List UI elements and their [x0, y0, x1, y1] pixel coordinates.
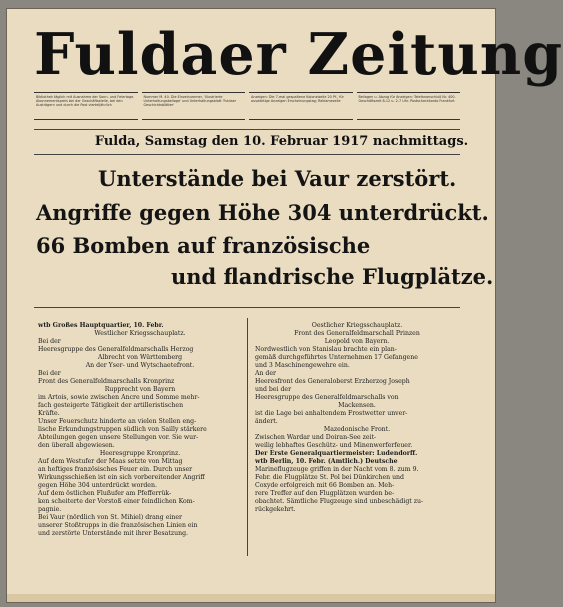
text-line: Coxyde erfolgreich mit 66 Bomben an. Meh-: [255, 482, 395, 489]
text-line: Marineflugzeuge griffen in der Nacht vom 8. zum 9.: [255, 466, 419, 473]
left-column: [38, 322, 242, 538]
info-box: Nummer M. 40. Die Einzelnummer, 'Illustrierte Unterhaltungsbeilage' und Unterhaltungsblatt 'Fuldaer Geschichtsblätter': [142, 92, 246, 120]
text-line: unserer Stoßtrupps in die französischen Linien ein: [38, 522, 198, 529]
headline: Unterstände bei Vaur zerstört.: [98, 166, 457, 191]
text-line: weilig lebhaftes Geschütz- und Minenwerferfeuer.: [255, 442, 413, 449]
text-line: Albrecht von Württemberg: [97, 354, 183, 361]
text-line: an heftiges französisches Feuer ein. Durch unser: [38, 466, 193, 473]
text-line: Wirkungsschießen ist ein sich vorbereitender Angriff: [38, 474, 205, 481]
column-divider: [247, 318, 248, 556]
text-line: rere Treffer auf den Flugplätzen wurden be-: [255, 490, 395, 497]
text-line: An der: [255, 370, 277, 377]
text-line: Westlicher Kriegsschauplatz.: [94, 330, 186, 337]
text-line: wtb Berlin, 10. Febr. (Amtlich.) Deutsche: [255, 458, 398, 465]
text-line: ist die Lage bei anhaltendem Frostwetter unver-: [255, 410, 408, 417]
text-line: Auf dem Westufer der Maas setzte von Mittag: [38, 458, 183, 465]
text-line: ändert.: [255, 418, 278, 425]
text-line: und zerstörte Unterstände mit ihrer Besatzung.: [38, 530, 188, 537]
text-line: Kräfte.: [38, 410, 60, 417]
text-line: Bei der: [38, 370, 61, 377]
masthead: Fuldaer Zeitung: [34, 21, 563, 88]
text-line: Bei Vaur (nördlich von St. Mihiel) drang einer: [38, 514, 182, 521]
info-box: Beilagen u. Abzug für Anzeigen: Telefonanschluß Nr. 400. Geschäftszeit 8-12 u. 2-7 Uhr. Postscheckkonto Frankfurt: [357, 92, 461, 120]
dateline: Fulda, Samstag den 10. Februar 1917 nachmittags.: [94, 134, 469, 149]
text-line: gegen Höhe 304 unterdrückt worden.: [38, 482, 157, 489]
text-line: Heeresgruppe des Generalfeldmarschalls Herzog: [38, 346, 194, 353]
text-line: Abteilungen gegen unsere Stellungen vor. Sie wur-: [38, 434, 199, 441]
text-line: Leopold von Bayern.: [324, 338, 390, 345]
text-line: ken scheiterte der Vorstoß einer feindlichen Kom-: [38, 498, 195, 505]
right-column: [255, 322, 459, 514]
text-line: fach gesteigerte Tätigkeit der artilleristischen: [38, 402, 184, 409]
text-line: und bei der: [255, 386, 292, 393]
text-line: Front des Generalfeldmarschalls Kronprinz: [38, 378, 175, 385]
text-line: Mazedonische Front.: [323, 426, 391, 433]
info-row: [34, 92, 460, 120]
text-line: im Artois, sowie zwischen Ancre und Somme mehr-: [38, 394, 200, 401]
text-line: Unser Feuerschutz hinderte an vielen Stellen eng-: [38, 418, 197, 425]
text-line: Rupprecht von Bayern: [104, 386, 176, 393]
text-line: den überall abgewiesen.: [38, 442, 115, 449]
text-line: Heeresgruppe des Generalfeldmarschalls von: [255, 394, 399, 401]
text-line: pagnie.: [38, 506, 62, 513]
text-line: Oestlicher Kriegsschauplatz.: [311, 322, 403, 329]
text-line: Auf dem östlichen Flußufer am Pfefferrük-: [38, 490, 172, 497]
text-line: Zwischen Wardar und Doiran-See zeit-: [255, 434, 377, 441]
headline: 66 Bomben auf französische: [36, 233, 371, 258]
divider: [34, 154, 460, 155]
headline: und flandrische Flugplätze.: [171, 264, 494, 289]
text-line: obachtet. Sämtliche Flugzeuge sind unbeschädigt zu-: [255, 498, 424, 505]
text-line: Mackensen.: [338, 402, 376, 409]
text-line: und 3 Maschinengewehre ein.: [255, 362, 350, 369]
text-line: Heeresfront des Generaloberst Erzherzog Joseph: [255, 378, 410, 385]
text-line: rückgekehrt.: [255, 506, 296, 513]
text-line: Heeresgruppe Kronprinz.: [99, 450, 181, 457]
text-line: Der Erste Generalquartiermeister: Ludendorff.: [255, 450, 418, 457]
text-line: An der Yser- und Wytschaetefront.: [85, 362, 195, 369]
text-line: Bei der: [38, 338, 61, 345]
text-line: gemäß durchgeführtes Unternehmen 17 Gefangene: [255, 354, 418, 361]
info-box: Anzeigen: Die 7-mal gespaltene Kolonelzeile 20 Pf., für auswärtige Anzeigen Erscheinungstag; Reklamezeile: [249, 92, 353, 120]
text-line: Front des Generalfeldmarschall Prinzen: [294, 330, 420, 337]
divider: [34, 307, 460, 308]
divider: [34, 129, 460, 130]
text-line: wtb Großes Hauptquartier, 10. Febr.: [38, 322, 164, 329]
headline: Angriffe gegen Höhe 304 unterdrückt.: [36, 200, 489, 225]
text-line: Febr. die Flugplätze St. Pol bei Dünkirchen und: [255, 474, 404, 481]
text-line: Nordwestlich von Stanislau brachte ein plan-: [255, 346, 397, 353]
info-box: Bibliothek täglich mit Ausnahme der Sonn- und Feiertage. Abonnementspreis bei der Geschäftsstelle, bei den Austrägern und durch die Post vierteljährlich: [34, 92, 138, 120]
text-line: lische Erkundungstruppen südlich von Sailly stärkere: [38, 426, 207, 433]
